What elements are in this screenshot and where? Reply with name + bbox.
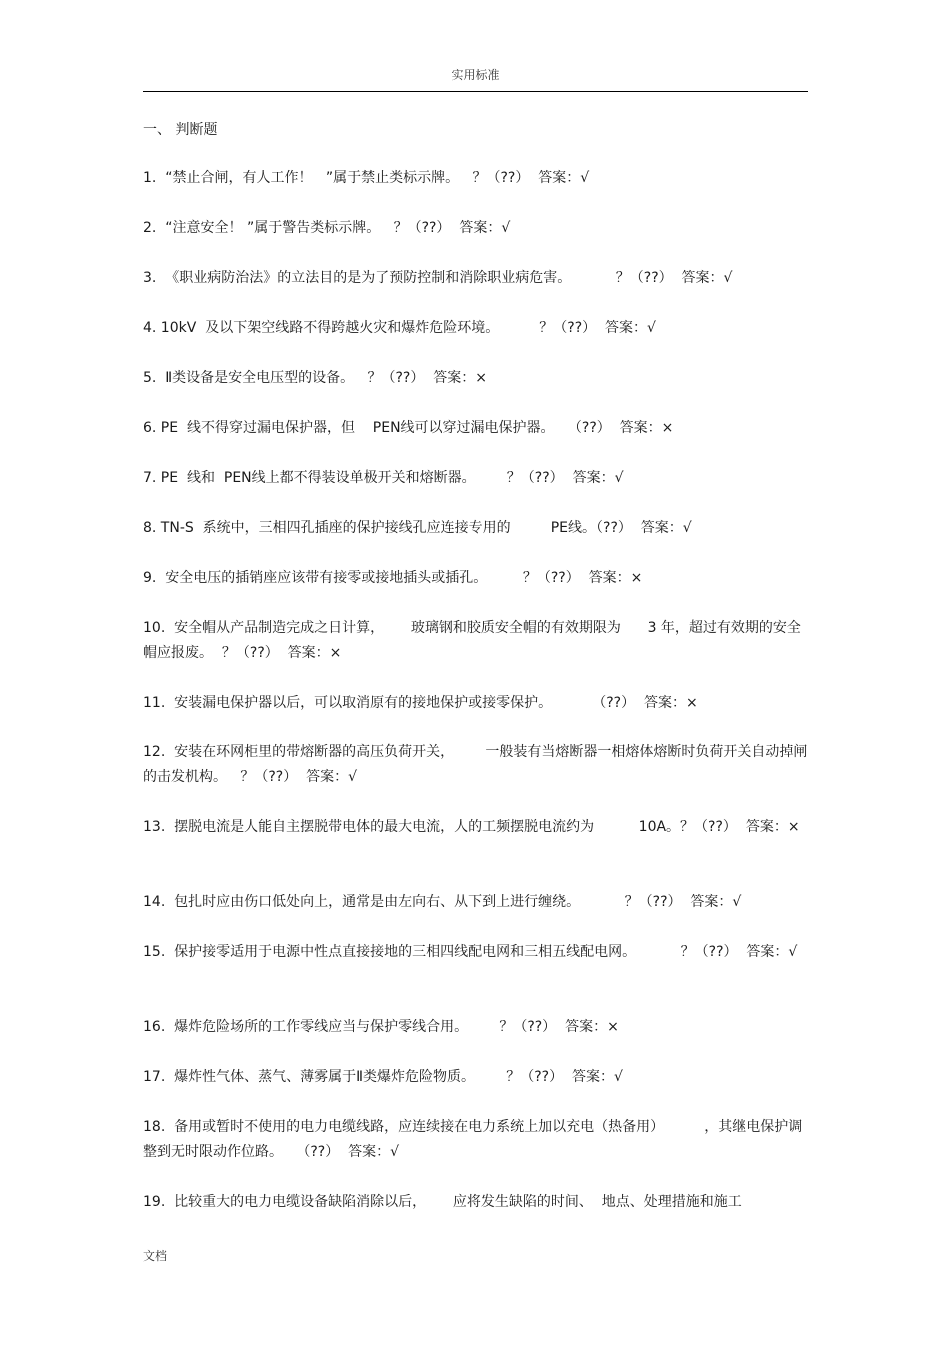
question-item: 12. 安装在环网柜里的带熔断器的高压负荷开关， 一般装有当熔断器一相熔体熔断时负荷开关自动掉闸的击发机构。 ？（??） 答案：√ [143,744,808,785]
question-item: 5. Ⅱ类设备是安全电压型的设备。 ？（??） 答案：× [143,370,487,386]
question-item: 1. “禁止合闸，有人工作！ ”属于禁止类标示牌。 ？（??） 答案：√ [143,170,590,186]
question-item: 11. 安装漏电保护器以后，可以取消原有的接地保护或接零保护。 （??） 答案：× [143,695,698,711]
page-footer: 文档 [143,1249,168,1263]
question-item: 10. 安全帽从产品制造完成之日计算， 玻璃钢和胶质安全帽的有效期限为 3 年，超过有效期的安全帽应报废。 ？（??） 答案：× [143,620,801,661]
header-divider [143,91,808,92]
question-item: 8. TN-S 系统中，三相四孔插座的保护接线孔应连接专用的 PE线。（??） 答案：√ [143,520,692,536]
question-item: 14. 包扎时应由伤口低处向上，通常是由左向右、从下到上进行缠绕。 ？（??） 答案：√ [143,894,742,910]
question-item: 9. 安全电压的插销座应该带有接零或接地插头或插孔。 ？（??） 答案：× [143,570,643,586]
question-item: 18. 备用或暂时不使用的电力电缆线路，应连续接在电力系统上加以充电（热备用） ，其继电保护调整到无时限动作位路。 （??） 答案：√ [143,1119,803,1160]
question-item: 15. 保护接零适用于电源中性点直接接地的三相四线配电网和三相五线配电网。 ？（??） 答案：√ [143,944,798,960]
question-item: 17. 爆炸性气体、蒸气、薄雾属于Ⅱ类爆炸危险物质。 ？（??） 答案：√ [143,1069,623,1085]
question-item: 6. PE 线不得穿过漏电保护器，但 PEN线可以穿过漏电保护器。 （??） 答案：× [143,420,674,436]
page-header: 实用标准 [451,68,500,82]
section-title: 一、 判断题 [143,122,218,138]
question-item: 3. 《职业病防治法》的立法目的是为了预防控制和消除职业病危害。 ？（??） 答案：√ [143,270,733,286]
question-item: 19. 比较重大的电力电缆设备缺陷消除以后， 应将发生缺陷的时间、 地点、处理措施和施工 [143,1194,742,1210]
question-item: 2. “注意安全！ ”属于警告类标示牌。 ？（??） 答案：√ [143,220,511,236]
question-item: 13. 摆脱电流是人能自主摆脱带电体的最大电流，人的工频摆脱电流约为 10A。？（??） 答案：× [143,819,800,835]
question-item: 7. PE 线和 PEN线上都不得装设单极开关和熔断器。 ？（??） 答案：√ [143,470,624,486]
question-item: 16. 爆炸危险场所的工作零线应当与保护零线合用。 ？（??） 答案：× [143,1019,619,1035]
question-item: 4. 10kV 及以下架空线路不得跨越火灾和爆炸危险环境。 ？（??） 答案：√ [143,320,656,336]
